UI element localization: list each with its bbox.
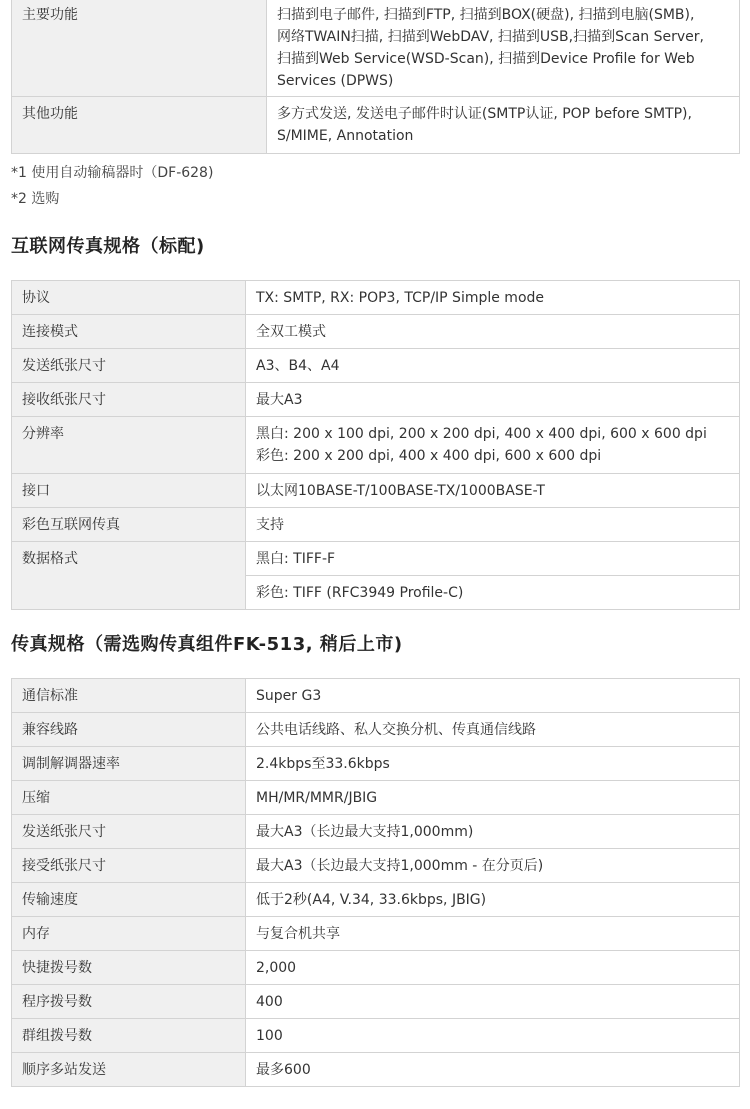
row-label: 主要功能 xyxy=(12,0,267,97)
row-label: 彩色互联网传真 xyxy=(12,508,246,542)
value-line: 扫描到电子邮件, 扫描到FTP, 扫描到BOX(硬盘), 扫描到电脑(SMB), xyxy=(277,7,695,23)
row-label: 数据格式 xyxy=(12,542,246,610)
row-label: 发送纸张尺寸 xyxy=(12,815,246,849)
row-value: 400 xyxy=(246,985,740,1019)
row-label: 其他功能 xyxy=(12,97,267,154)
table-row xyxy=(12,417,740,474)
value-line: S/MIME, Annotation xyxy=(277,128,414,144)
value-line: Services (DPWS) xyxy=(277,73,394,89)
row-value: 最大A3（长边最大支持1,000mm) xyxy=(246,815,740,849)
row-label: 接口 xyxy=(12,474,246,508)
row-label: 传输速度 xyxy=(12,883,246,917)
table-row xyxy=(12,1019,740,1053)
table-row xyxy=(12,781,740,815)
table-row xyxy=(12,1053,740,1087)
row-value: 以太网10BASE-T/100BASE-TX/1000BASE-T xyxy=(246,474,740,508)
row-label: 协议 xyxy=(12,281,246,315)
row-label: 连接模式 xyxy=(12,315,246,349)
table-row xyxy=(12,815,740,849)
footnotes xyxy=(11,160,740,212)
section-title: 互联网传真规格（标配) xyxy=(11,236,205,257)
section-title: 传真规格（需选购传真组件FK-513, 稍后上市) xyxy=(11,634,403,655)
row-label: 兼容线路 xyxy=(12,713,246,747)
value-line: 黑白: 200 x 100 dpi, 200 x 200 dpi, 400 x 400 dpi, 600 x 600 dpi xyxy=(256,426,707,442)
value-line: 彩色: 200 x 200 dpi, 400 x 400 dpi, 600 x 600 dpi xyxy=(256,448,602,464)
row-label: 内存 xyxy=(12,917,246,951)
value-line: 网络TWAIN扫描, 扫描到WebDAV, 扫描到USB,扫描到Scan Server, xyxy=(277,29,704,45)
table-row xyxy=(12,281,740,315)
row-value: Super G3 xyxy=(246,679,740,713)
table-row xyxy=(12,315,740,349)
table-row xyxy=(12,0,740,97)
row-value: 最大A3 xyxy=(246,383,740,417)
row-label: 通信标准 xyxy=(12,679,246,713)
row-value: 黑白: TIFF-F xyxy=(246,542,740,576)
row-value: A3、B4、A4 xyxy=(246,349,740,383)
table-row xyxy=(12,917,740,951)
row-value: 2,000 xyxy=(246,951,740,985)
row-value: 公共电话线路、私人交换分机、传真通信线路 xyxy=(246,713,740,747)
table-row xyxy=(12,679,740,713)
row-value: TX: SMTP, RX: POP3, TCP/IP Simple mode xyxy=(246,281,740,315)
spec-page xyxy=(11,0,740,1087)
table-row xyxy=(12,747,740,781)
table-row xyxy=(12,97,740,154)
row-value: 2.4kbps至33.6kbps xyxy=(246,747,740,781)
row-value xyxy=(267,97,740,154)
row-label: 接受纸张尺寸 xyxy=(12,849,246,883)
row-label: 群组拨号数 xyxy=(12,1019,246,1053)
table-row xyxy=(12,383,740,417)
row-value: 100 xyxy=(246,1019,740,1053)
footnote: *1 使用自动输稿器时（DF-628) xyxy=(11,165,214,181)
table-row xyxy=(12,883,740,917)
table-row xyxy=(12,474,740,508)
row-label: 压缩 xyxy=(12,781,246,815)
table-row xyxy=(12,542,740,576)
footnote: *2 选购 xyxy=(11,191,60,207)
table-row xyxy=(12,849,740,883)
row-value: 最大A3（长边最大支持1,000mm - 在分页后) xyxy=(246,849,740,883)
table-row xyxy=(12,349,740,383)
row-value: 全双工模式 xyxy=(246,315,740,349)
row-label: 发送纸张尺寸 xyxy=(12,349,246,383)
functions-table xyxy=(11,0,740,154)
row-label: 顺序多站发送 xyxy=(12,1053,246,1087)
value-line: 扫描到Web Service(WSD-Scan), 扫描到Device Profile for Web xyxy=(277,51,695,67)
row-label: 接收纸张尺寸 xyxy=(12,383,246,417)
value-line: 多方式发送, 发送电子邮件时认证(SMTP认证, POP before SMTP), xyxy=(277,106,692,122)
row-value: 彩色: TIFF (RFC3949 Profile-C) xyxy=(246,576,740,610)
table-row xyxy=(12,508,740,542)
row-value: 支持 xyxy=(246,508,740,542)
row-value: 低于2秒(A4, V.34, 33.6kbps, JBIG) xyxy=(246,883,740,917)
row-value: MH/MR/MMR/JBIG xyxy=(246,781,740,815)
row-label: 程序拨号数 xyxy=(12,985,246,1019)
fax-table xyxy=(11,678,740,1087)
row-value: 与复合机共享 xyxy=(246,917,740,951)
row-value: 最多600 xyxy=(246,1053,740,1087)
row-label: 分辨率 xyxy=(12,417,246,474)
internet-fax-table xyxy=(11,280,740,610)
row-value xyxy=(267,0,740,97)
row-label: 调制解调器速率 xyxy=(12,747,246,781)
table-row xyxy=(12,985,740,1019)
table-row xyxy=(12,951,740,985)
row-label: 快捷拨号数 xyxy=(12,951,246,985)
row-value xyxy=(246,417,740,474)
table-row xyxy=(12,713,740,747)
